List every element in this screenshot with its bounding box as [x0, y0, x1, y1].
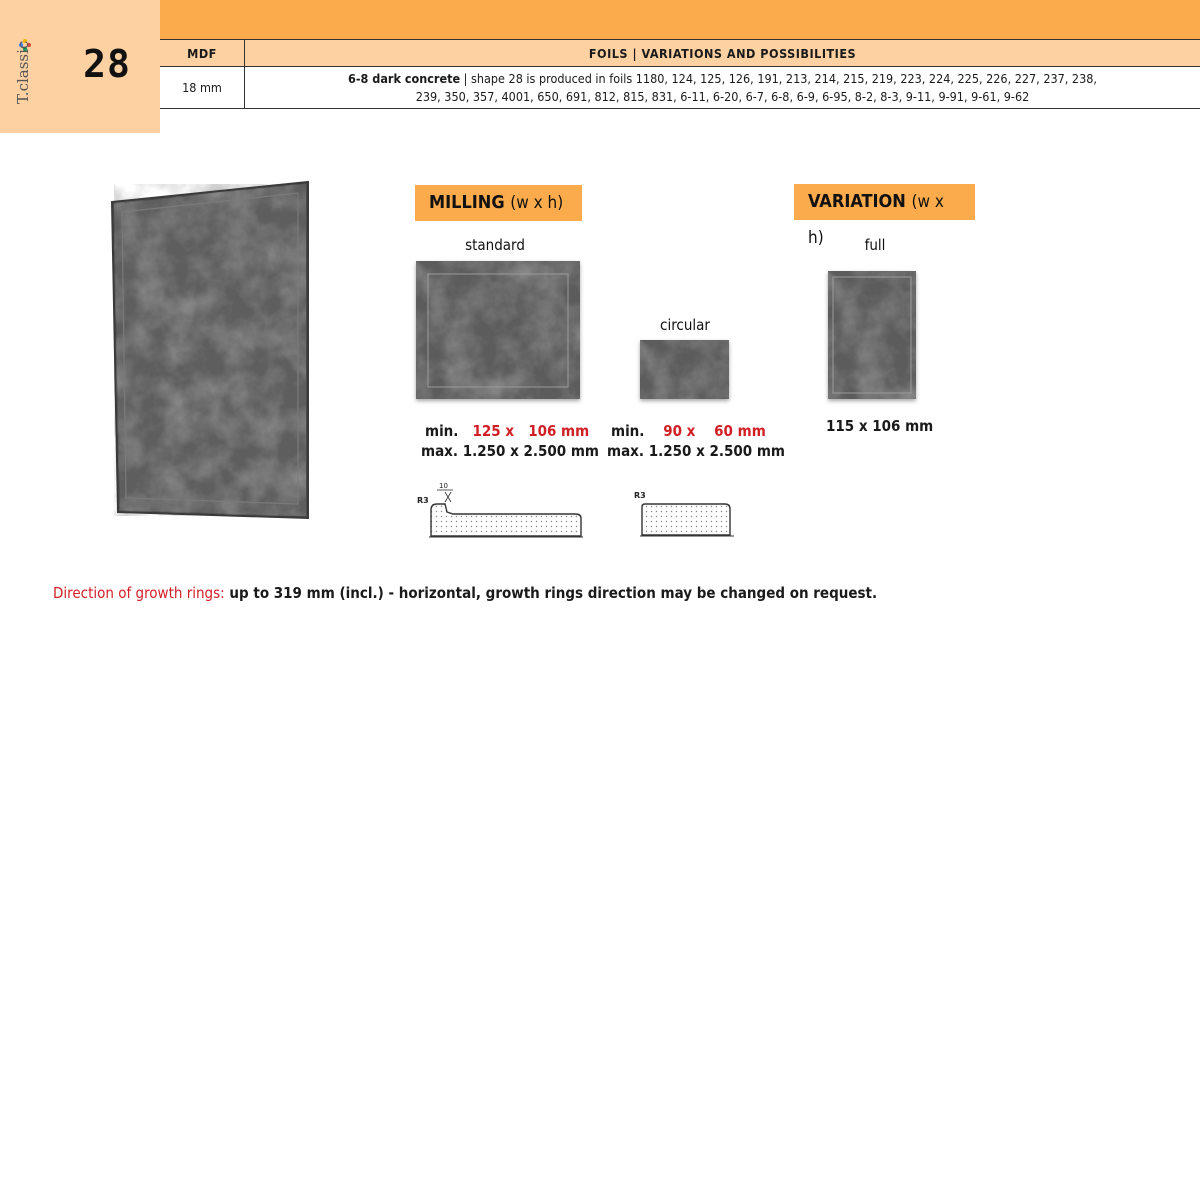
growth-rings-label: Direction of growth rings:	[53, 584, 225, 602]
variation-title-text: VARIATION	[808, 191, 906, 212]
variation-title-unit: (w x h)	[808, 192, 944, 248]
standard-profile-w: 10	[439, 482, 448, 490]
circular-profile-drawing	[630, 485, 740, 540]
thickness-cell: 18 mm	[160, 67, 245, 109]
standard-label: standard	[465, 236, 525, 254]
foils-cell	[245, 67, 1200, 109]
milling-title-unit: (w x h)	[510, 193, 564, 213]
spec-table-header-row	[160, 40, 1200, 67]
header-foils: FOILS | VARIATIONS AND POSSIBILITIES	[245, 40, 1200, 67]
standard-profile-r: R3	[417, 496, 429, 505]
full-label: full	[864, 236, 886, 254]
full-variation-sample	[828, 271, 916, 399]
full-variation-size: 115 x 106 mm	[826, 417, 934, 435]
foil-text-line2: 239, 350, 357, 4001, 650, 691, 812, 815, 831, 6-11, 6-20, 6-7, 6-8, 6-9, 6-95, 8-2, 8-3, 9-11, 9-91, 9-61, 9-62	[415, 88, 1030, 104]
growth-rings-note	[53, 584, 877, 602]
standard-min-size	[425, 421, 589, 441]
spec-table	[160, 39, 1200, 109]
circular-min-h: 60 mm	[714, 422, 766, 440]
circular-max-size: max. 1.250 x 2.500 mm	[607, 442, 785, 460]
milling-title	[415, 185, 582, 221]
circular-profile-r: R3	[634, 491, 646, 500]
header-material: MDF	[160, 40, 245, 67]
growth-rings-text: up to 319 mm (incl.) - horizontal, growth rings direction may be changed on request.	[224, 584, 878, 602]
standard-min-h: 106 mm	[528, 422, 590, 440]
spec-table-row	[160, 67, 1200, 109]
standard-max-size: max. 1.250 x 2.500 mm	[421, 442, 599, 460]
circular-min-size	[611, 421, 766, 441]
circular-min-label: min.	[611, 422, 645, 440]
foil-text-line1: | shape 28 is produced in foils 1180, 124, 125, 126, 191, 213, 214, 215, 219, 223, 224, 225, 226, 227, 237, 238,	[460, 70, 1097, 86]
circular-label: circular	[660, 316, 710, 334]
header-band	[160, 0, 1200, 39]
foil-name: 6-8 dark concrete	[348, 70, 461, 86]
door-panel-image	[108, 180, 318, 520]
standard-min-label: min.	[425, 422, 459, 440]
circular-milling-sample	[640, 340, 729, 399]
standard-milling-sample	[416, 261, 580, 399]
shape-number-box	[0, 0, 160, 133]
brand-name: T.classic	[14, 40, 32, 104]
shape-number: 28	[83, 42, 131, 86]
standard-min-w: 125 x	[472, 422, 515, 440]
milling-title-text: MILLING	[429, 192, 505, 213]
circular-min-w: 90 x	[663, 422, 696, 440]
standard-profile-drawing	[415, 480, 585, 540]
